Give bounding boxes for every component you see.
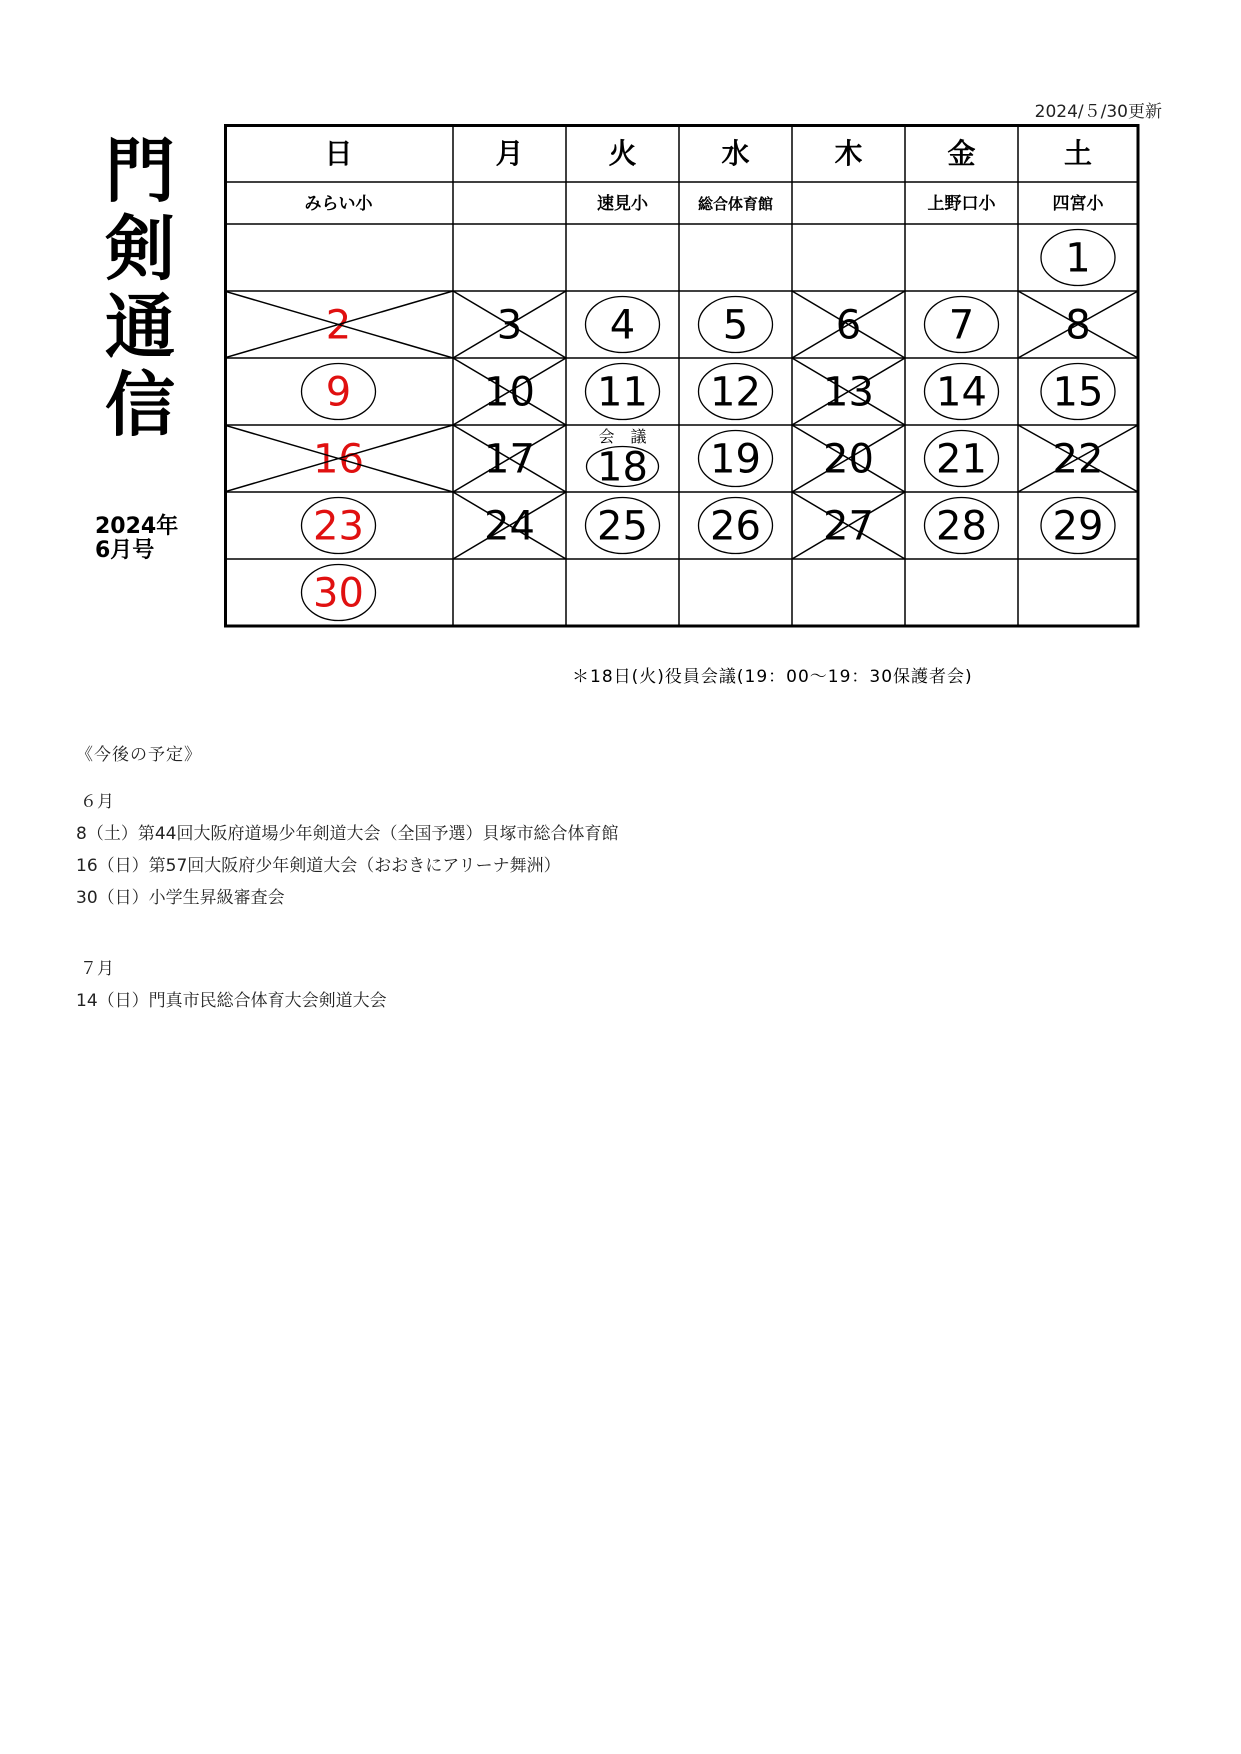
day-number: 24 xyxy=(484,503,535,550)
day-number: 15 xyxy=(1052,369,1104,416)
schedule-item: 14（日）門真市民総合体育大会剣道大会 xyxy=(76,991,387,1011)
day-number: 10 xyxy=(484,369,535,416)
day-number: 7 xyxy=(948,302,975,349)
meeting-note: ＊18日(火)役員会議(19：00～19：30保護者会) xyxy=(572,667,973,687)
venue-label: みらい小 xyxy=(304,194,373,214)
venue-label: 四宮小 xyxy=(1052,194,1104,214)
day-number: 8 xyxy=(1065,302,1091,349)
day-number: 6 xyxy=(835,302,862,349)
newsletter-title xyxy=(100,132,180,444)
venue-label: 速見小 xyxy=(597,194,648,214)
schedule-item: 16（日）第57回大阪府少年剣道大会（おおきにアリーナ舞洲） xyxy=(76,856,561,876)
day-number: 30 xyxy=(313,570,364,617)
issue-month: 6月号 xyxy=(95,538,155,563)
day-number: 3 xyxy=(496,302,523,349)
day-number: 4 xyxy=(609,302,636,349)
day-number: 27 xyxy=(823,503,874,550)
venue-label: 総合体育館 xyxy=(697,195,774,213)
weekday-header: 金 xyxy=(947,137,976,170)
day-number: 13 xyxy=(823,369,874,416)
calendar xyxy=(224,124,1140,650)
title-char: 剣 xyxy=(105,208,175,290)
schedule-item: 8（土）第44回大阪府道場少年剣道大会（全国予選）貝塚市総合体育館 xyxy=(76,824,619,844)
day-number: 17 xyxy=(484,436,535,483)
day-number: 20 xyxy=(823,436,874,483)
weekday-header: 水 xyxy=(721,137,750,170)
title-char: 通 xyxy=(105,286,175,368)
day-number: 29 xyxy=(1052,503,1104,550)
day-number: 14 xyxy=(936,369,987,416)
issue-label xyxy=(95,515,178,563)
day-number: 21 xyxy=(936,436,987,483)
schedule-heading: 《今後の予定》 xyxy=(76,745,202,765)
updated-date: 2024/５/30更新 xyxy=(1034,102,1162,122)
meeting-label: 会 議 xyxy=(598,427,647,446)
day-number: 18 xyxy=(597,444,648,491)
day-number: 28 xyxy=(936,503,987,550)
issue-year: 2024年 xyxy=(95,514,179,539)
day-number: 2 xyxy=(325,302,352,349)
day-number: 26 xyxy=(710,503,761,550)
day-number: 23 xyxy=(313,503,364,550)
venue-label: 上野口小 xyxy=(927,194,996,214)
weekday-header: 日 xyxy=(324,137,353,170)
schedule-month-july: ７月 xyxy=(80,959,114,979)
upcoming-schedule xyxy=(76,740,618,1017)
weekday-header: 木 xyxy=(834,137,863,170)
schedule-item: 30（日）小学生昇級審査会 xyxy=(76,888,285,908)
schedule-month-june: ６月 xyxy=(80,792,114,812)
day-number: 5 xyxy=(722,302,749,349)
day-number: 25 xyxy=(597,503,648,550)
day-number: 22 xyxy=(1052,436,1104,483)
weekday-header: 月 xyxy=(495,137,524,170)
day-number: 1 xyxy=(1065,235,1091,282)
weekday-header: 火 xyxy=(608,137,637,170)
day-number: 19 xyxy=(710,436,761,483)
weekday-header: 土 xyxy=(1063,137,1093,170)
day-number: 11 xyxy=(597,369,648,416)
title-char: 門 xyxy=(105,130,175,212)
day-number: 9 xyxy=(325,369,352,416)
title-char: 信 xyxy=(105,364,175,446)
day-number: 12 xyxy=(710,369,761,416)
day-number: 16 xyxy=(313,436,364,483)
